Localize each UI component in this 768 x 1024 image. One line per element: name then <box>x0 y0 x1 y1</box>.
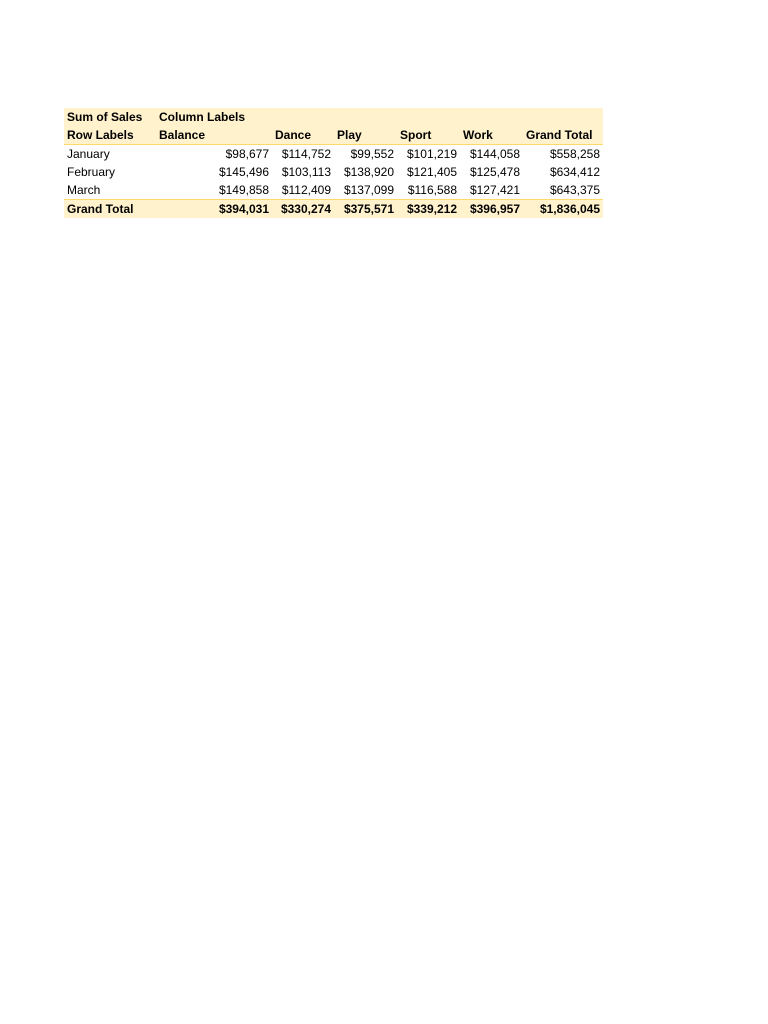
table-cell[interactable]: $114,752 <box>281 147 331 161</box>
empty-header-cell <box>460 108 523 126</box>
pivot-header-row-1 <box>64 108 603 126</box>
grand-total-row <box>64 200 603 219</box>
table-row <box>64 163 603 181</box>
table-cell[interactable]: $144,058 <box>469 147 520 161</box>
table-cell[interactable]: $125,478 <box>469 165 520 179</box>
table-cell[interactable]: $149,858 <box>218 183 269 197</box>
empty-header-cell <box>523 108 603 126</box>
table-cell[interactable]: $101,219 <box>406 147 457 161</box>
corner-label[interactable]: Sum of Sales <box>64 108 156 126</box>
table-row <box>64 145 603 164</box>
column-header-balance[interactable]: Balance <box>156 126 272 145</box>
table-cell[interactable]: $137,099 <box>343 183 394 197</box>
total-cell[interactable]: $1,836,045 <box>523 200 603 219</box>
row-labels-caption[interactable]: Row Labels <box>64 126 156 145</box>
total-cell[interactable]: $330,274 <box>272 200 334 219</box>
empty-header-cell <box>397 108 460 126</box>
column-header-grand-total[interactable]: Grand Total <box>523 126 603 145</box>
table-cell[interactable]: $103,113 <box>281 165 331 179</box>
row-label[interactable]: February <box>67 165 116 179</box>
empty-header-cell <box>334 108 397 126</box>
table-cell[interactable]: $112,409 <box>281 183 331 197</box>
table-cell[interactable]: $98,677 <box>225 147 269 161</box>
column-labels-caption[interactable]: Column Labels <box>156 108 272 126</box>
row-label[interactable]: January <box>67 147 110 161</box>
pivot-header-row-2 <box>64 126 603 145</box>
column-header-work[interactable]: Work <box>460 126 523 145</box>
empty-header-cell <box>272 108 334 126</box>
table-cell[interactable]: $634,412 <box>549 165 600 179</box>
table-cell[interactable]: $138,920 <box>343 165 394 179</box>
table-cell[interactable]: $116,588 <box>407 183 457 197</box>
row-label[interactable]: March <box>67 183 101 197</box>
total-cell[interactable]: $394,031 <box>156 200 272 219</box>
table-cell[interactable]: $145,496 <box>218 165 269 179</box>
total-cell[interactable]: $339,212 <box>397 200 460 219</box>
table-cell[interactable]: $127,421 <box>469 183 520 197</box>
grand-total-label[interactable]: Grand Total <box>64 200 156 219</box>
pivot-table <box>64 108 603 218</box>
total-cell[interactable]: $396,957 <box>460 200 523 219</box>
column-header-sport[interactable]: Sport <box>397 126 460 145</box>
table-cell[interactable]: $558,258 <box>549 147 600 161</box>
table-cell[interactable]: $121,405 <box>406 165 457 179</box>
column-header-dance[interactable]: Dance <box>272 126 334 145</box>
table-cell[interactable]: $99,552 <box>350 147 394 161</box>
total-cell[interactable]: $375,571 <box>334 200 397 219</box>
table-cell[interactable]: $643,375 <box>549 183 600 197</box>
table-row <box>64 181 603 200</box>
column-header-play[interactable]: Play <box>334 126 397 145</box>
